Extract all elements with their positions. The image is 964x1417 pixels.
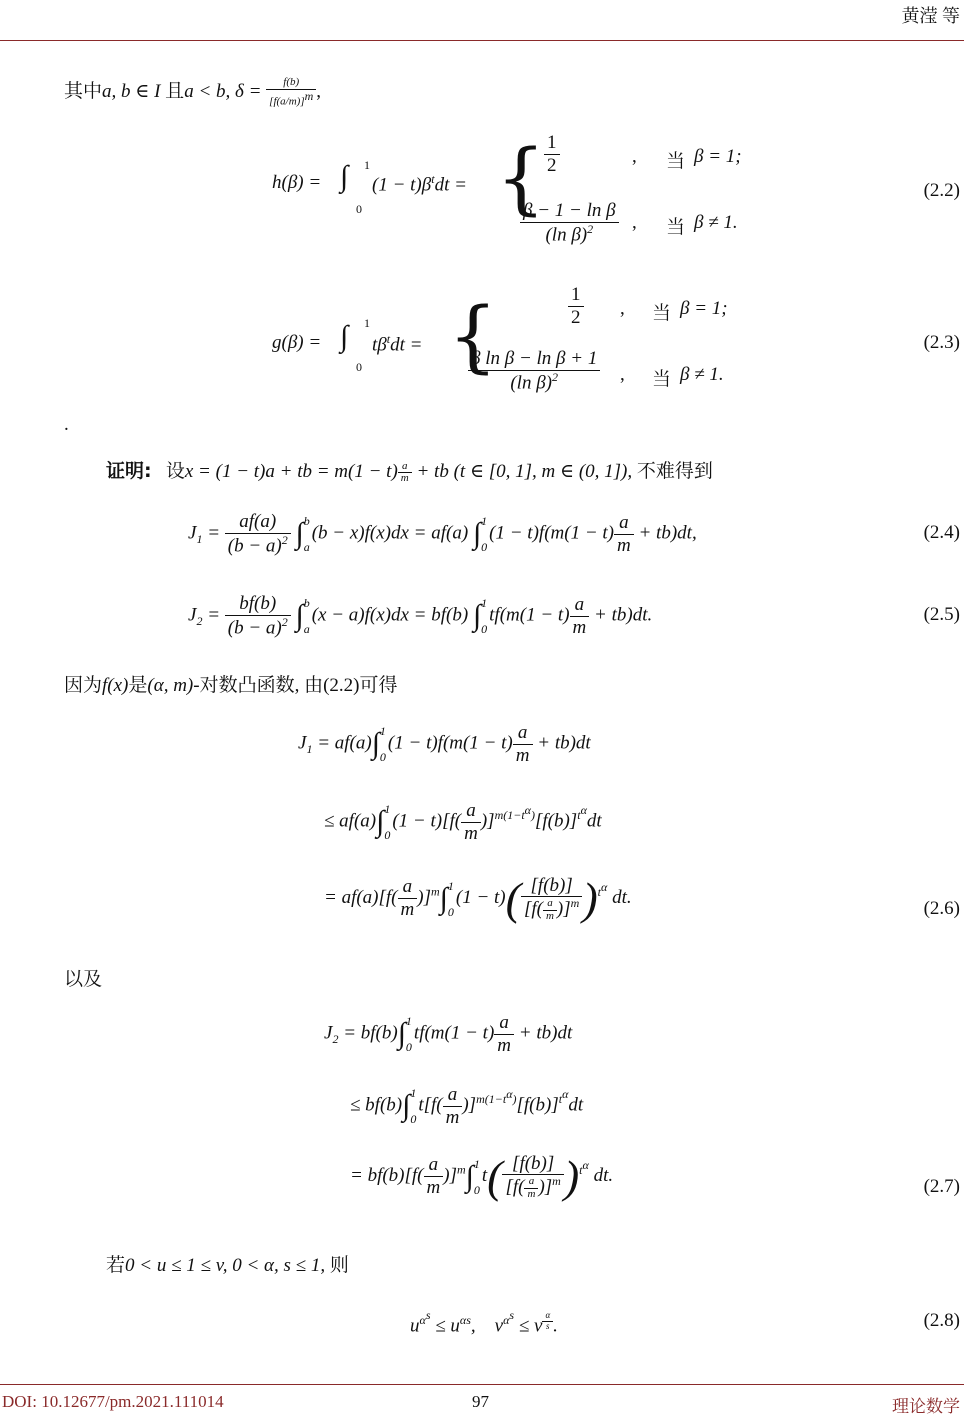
equation-2-4: $J_1$ = $\frac{af(a)}{(b - a)^2}$ ∫ b a (b − x)f(x)dx = af(a) ∫ 1 0 (1 − t)f(m(1 − t) $\frac{a}{m}$ + tb)dt, — [188, 510, 697, 557]
header-author: 黄滢 等 — [901, 6, 960, 26]
eq-number-2-2: (2.2) — [923, 180, 960, 201]
proof-line: 证明: 设x = (1 − t)a + tb = m(1 − t) $\frac{a}{m}$ + tb (t ∈ [0, 1], m ∈ (0, 1]), 不难得到 — [106, 459, 713, 485]
stray-period: . — [64, 414, 69, 435]
if-line: 若0 < u ≤ 1 ≤ v, 0 < α, s ≤ 1, 则 — [106, 1255, 349, 1276]
equation-2-6-line1: $J_1 = af(a)\int$ 1 0 (1 − t)f(m(1 − t) $\frac{a}{m}$ + tb)dt — [298, 721, 591, 766]
equation-2-6-line3: = af(a)[f( $\frac{a}{m}$ )]$^m$∫ 1 0 (1 − t)( [f(b)] [f( $\frac{a}{m}$ )]$^m$ )$^{t^\alpha}$ dt. — [324, 873, 632, 924]
because-line: 因为f(x)是(α, m)-对数凸函数, 由(2.2)可得 — [64, 675, 398, 696]
equation-2-5: $J_2$ = $\frac{bf(b)}{(b - a)^2}$ ∫ b a (x − a)f(x)dx = bf(b) ∫ 1 0 tf(m(1 − t) $\frac{a}{m}$ + tb)dt. — [188, 592, 653, 639]
equation-2-6-line2: ≤ af(a)∫ 1 0 (1 − t)[f( $\frac{a}{m}$ )]$^{m(1-t^\alpha)}[f(b)]^{t^\alpha}dt$ — [324, 799, 602, 844]
eq-number-2-4: (2.4) — [923, 522, 960, 543]
delta-fraction: $\frac{f(b)}{[f(a/m)]^m}$ — [266, 77, 316, 108]
and-line: 以及 — [64, 969, 103, 990]
eq-number-2-7: (2.7) — [923, 1176, 960, 1197]
equation-2-8: $u^{\alpha^s} \le u^{\alpha s}$, $v^{\alpha^s} \le v$ $^{\frac{\alpha}{s}}$ . — [410, 1308, 558, 1337]
footer-doi[interactable]: DOI: 10.12677/pm.2021.111014 — [2, 1392, 224, 1411]
equation-2-7-line2: ≤ bf(b)∫ 1 0 t[f( $\frac{a}{m}$ )]$^{m(1-t^\alpha)}[f(b)]^{t^\alpha}dt$ — [350, 1083, 584, 1128]
intro-line: 其中a, b ∈ I 且a < b, δ = $\frac{f(b)}{[f(a/m)]^m}$ , — [64, 76, 322, 108]
footer-rule — [0, 1384, 964, 1385]
eq-number-2-3: (2.3) — [923, 332, 960, 353]
equation-2-7-line1: $J_2 = bf(b)\int$ 1 0 tf(m(1 − t) $\frac{a}{m}$ + tb)dt — [324, 1011, 573, 1056]
header-rule — [0, 40, 964, 41]
eq-number-2-6: (2.6) — [923, 898, 960, 919]
eq-number-2-8: (2.8) — [923, 1310, 960, 1331]
footer-journal: 理论数学 — [892, 1397, 960, 1416]
equation-2-7-line3: = bf(b)[f( $\frac{a}{m}$ )]$^m$∫ 1 0 t( [f(b)] [f( $\frac{a}{m}$ )]$^m$ )$^{t^\alpha}$ dt. — [350, 1151, 614, 1202]
eq-number-2-5: (2.5) — [923, 604, 960, 625]
footer-page-number: 97 — [472, 1392, 489, 1411]
